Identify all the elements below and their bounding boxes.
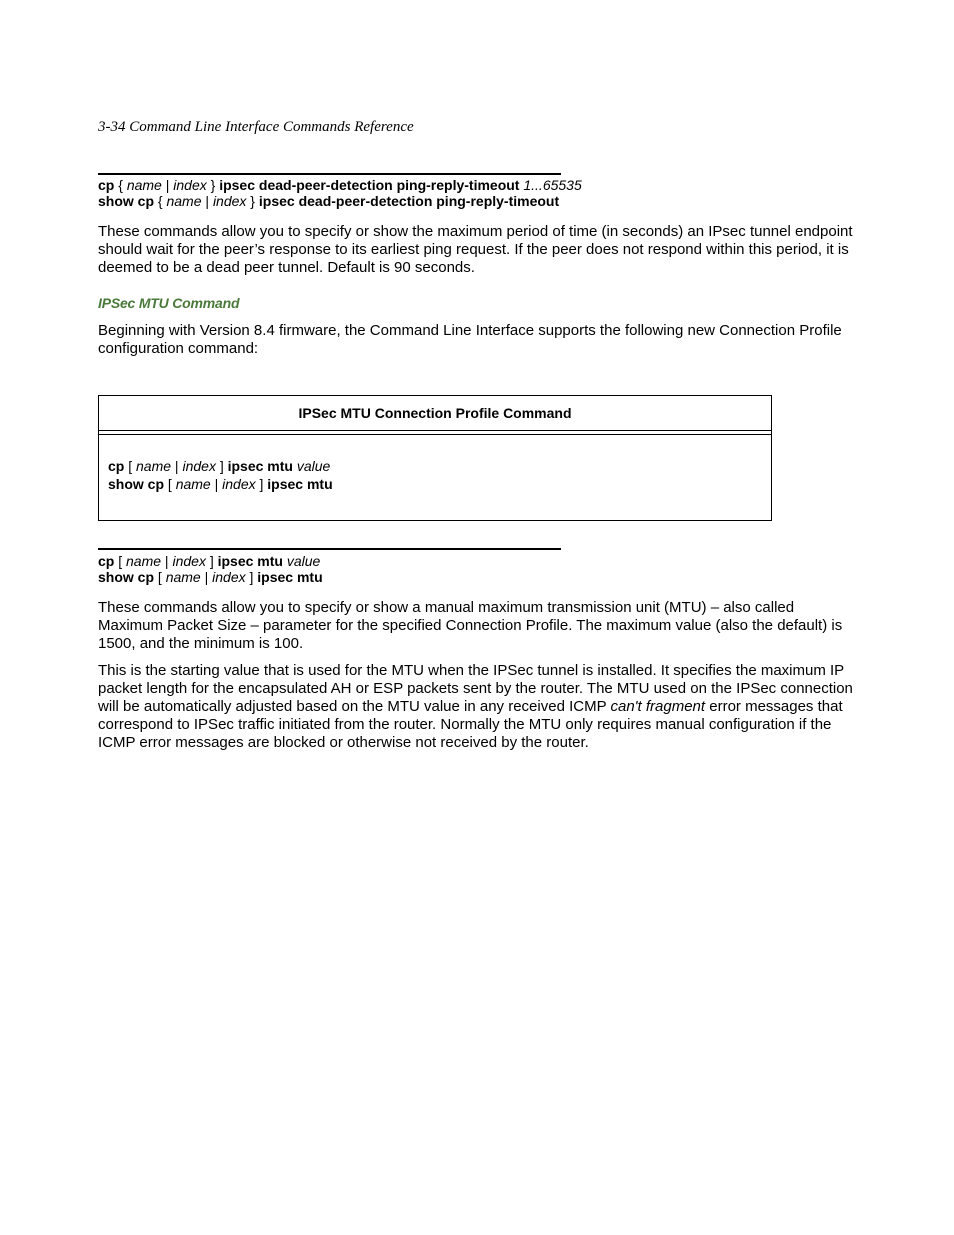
mtu-description-2-text bbox=[98, 662, 858, 752]
mtu-syntax-line-1 bbox=[98, 554, 323, 570]
separator-bar: | bbox=[161, 553, 173, 569]
show-cp-keyword: show cp bbox=[98, 568, 155, 585]
syntax-rule-mtu bbox=[98, 548, 561, 550]
name-param: name bbox=[166, 192, 202, 209]
mtu-syntax-line-2 bbox=[98, 570, 323, 586]
separator-bar: | bbox=[201, 192, 213, 209]
mtu-command: ipsec mtu bbox=[257, 568, 323, 585]
bracket-close: ] bbox=[245, 568, 258, 585]
brace-open: { bbox=[154, 192, 167, 209]
mtu-description-1 bbox=[98, 599, 858, 653]
syntax-rule-top bbox=[98, 173, 561, 175]
mtu-intro bbox=[98, 322, 858, 358]
mtu-table-line-1 bbox=[108, 457, 771, 475]
mtu-syntax bbox=[98, 554, 323, 585]
brace-close: } bbox=[206, 177, 220, 193]
separator-bar: | bbox=[210, 476, 223, 492]
dpd-command: ipsec dead-peer-detection ping-reply-timeout bbox=[258, 192, 560, 209]
running-head: 3-34 Command Line Interface Commands Reference bbox=[98, 119, 414, 135]
range-param: 1...65535 bbox=[519, 177, 582, 193]
mtu-description-2 bbox=[98, 662, 858, 752]
mtu-description-2-after: error messages that correspond to IPSec traffic initiated from the router. Normally the MTU only requires manual configuration if the ICMP error messages are blocked or otherwise not received by the router. bbox=[98, 698, 843, 751]
index-param: index bbox=[222, 476, 256, 492]
show-cp-keyword: show cp bbox=[98, 192, 155, 209]
value-param: value bbox=[282, 553, 321, 569]
separator-bar: | bbox=[161, 177, 174, 193]
mtu-command: ipsec mtu bbox=[267, 476, 333, 492]
bracket-open: [ bbox=[154, 568, 166, 585]
dpd-description-text: These commands allow you to specify or show the maximum period of time (in seconds) an IPsec tunnel endpoint should wait for the peer’s response to its earliest ping request. If the peer does not respond within this period, it is deemed to be a dead peer tunnel. Default is 90 seconds. bbox=[98, 223, 853, 276]
mtu-description-2-before: This is the starting value that is used for the MTU when the IPSec tunnel is installed. It specifies the maximum IP packet length for the encapsulated AH or ESP packets sent by the router. The MTU used on the IPSec connection will be automatically adjusted based on the MTU value in any received ICMP bbox=[98, 662, 853, 715]
index-param: index bbox=[173, 177, 207, 193]
dpd-syntax-line-1 bbox=[98, 178, 582, 194]
mtu-table-line-2 bbox=[108, 475, 771, 493]
mtu-description-1-text: These commands allow you to specify or show a manual maximum transmission unit (MTU) – also called Maximum Packet Size – parameter for the specified Connection Profile. The maximum value (also the default) is 1500, and the minimum is 100. bbox=[98, 599, 843, 652]
value-param: value bbox=[292, 458, 331, 474]
name-param: name bbox=[126, 553, 162, 569]
cp-keyword: cp bbox=[108, 458, 125, 474]
section-heading-ipsec-mtu: IPSec MTU Command bbox=[98, 295, 240, 311]
cp-keyword: cp bbox=[98, 553, 115, 569]
index-param: index bbox=[212, 192, 247, 209]
name-param: name bbox=[126, 177, 162, 193]
show-cp-keyword: show cp bbox=[108, 476, 165, 492]
mtu-description-2-emphasis: can't fragment bbox=[610, 698, 706, 715]
bracket-open: [ bbox=[114, 553, 127, 569]
index-param: index bbox=[172, 553, 206, 569]
dpd-syntax bbox=[98, 178, 582, 209]
brace-open: { bbox=[114, 177, 127, 193]
bracket-open: [ bbox=[164, 476, 176, 492]
bracket-close: ] bbox=[255, 476, 268, 492]
mtu-intro-text: Beginning with Version 8.4 firmware, the Command Line Interface supports the following new Connection Profile configuration command: bbox=[98, 322, 842, 357]
cp-keyword: cp bbox=[98, 177, 115, 193]
separator-bar: | bbox=[200, 568, 213, 585]
index-param: index bbox=[212, 568, 246, 585]
mtu-table-header: IPSec MTU Connection Profile Command bbox=[99, 396, 771, 431]
separator-bar: | bbox=[171, 458, 183, 474]
bracket-open: [ bbox=[124, 458, 137, 474]
mtu-command: ipsec mtu bbox=[227, 458, 293, 474]
mtu-command-table bbox=[98, 395, 772, 521]
index-param: index bbox=[182, 458, 216, 474]
dpd-description bbox=[98, 223, 858, 277]
bracket-close: ] bbox=[215, 458, 228, 474]
mtu-command: ipsec mtu bbox=[217, 553, 283, 569]
dpd-syntax-line-2 bbox=[98, 194, 582, 210]
mtu-table-body bbox=[99, 435, 771, 493]
brace-close: } bbox=[246, 192, 259, 209]
bracket-close: ] bbox=[205, 553, 218, 569]
name-param: name bbox=[136, 458, 172, 474]
name-param: name bbox=[165, 568, 201, 585]
dpd-command: ipsec dead-peer-detection ping-reply-timeout bbox=[219, 177, 520, 193]
name-param: name bbox=[175, 476, 211, 492]
